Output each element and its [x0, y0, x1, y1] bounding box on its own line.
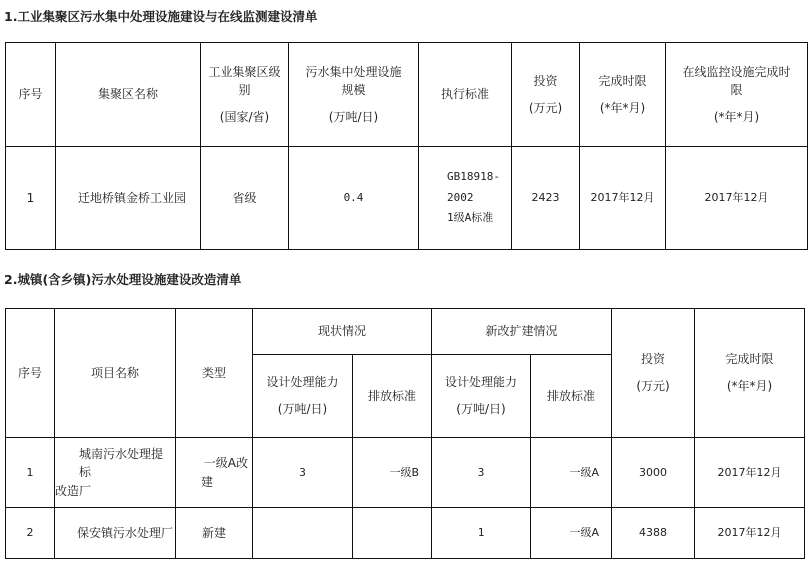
header-current-capacity	[253, 355, 353, 438]
header-current-status: 现状情况	[253, 309, 432, 355]
header-deadline-line1: 完成时限	[598, 73, 647, 88]
cell-standard-line2: 2002	[447, 190, 474, 204]
header-invest-line1: 投资	[641, 352, 666, 367]
cell-current-discharge	[353, 508, 432, 559]
header-online-monitor	[666, 43, 808, 147]
cell-standard	[419, 147, 512, 250]
cell-deadline: 2017年12月	[695, 508, 805, 559]
header-facility-scale	[289, 43, 419, 147]
cell-type: 新建	[176, 508, 253, 559]
cell-investment: 3000	[612, 438, 695, 508]
header-level-line3: (国家/省)	[219, 109, 270, 124]
header-new-discharge: 排放标准	[531, 355, 612, 438]
cell-deadline: 2017年12月	[580, 147, 666, 250]
header-deadline-line1: 完成时限	[725, 352, 774, 367]
cell-standard-line3: 1级A标准	[447, 211, 494, 225]
header-deadline-line2: (*年*月)	[726, 379, 773, 393]
header-level-line1: 工业集聚区级	[208, 64, 281, 79]
header-seq: 序号	[6, 309, 55, 438]
industrial-cluster-table	[5, 42, 808, 250]
cell-seq: 1	[6, 438, 55, 508]
header-online-line3: (*年*月)	[713, 109, 760, 124]
cell-new-discharge: 一级A	[531, 508, 612, 559]
header-expansion-status: 新改扩建情况	[432, 309, 612, 355]
cell-new-discharge: 一级A	[531, 438, 612, 508]
section-1-title: 1.工业集聚区污水集中处理设施建设与在线监测建设清单	[4, 9, 318, 24]
cell-project-name-line2: 改造厂	[55, 483, 92, 498]
cell-online-deadline: 2017年12月	[666, 147, 808, 250]
header-level-line2: 别	[238, 83, 251, 98]
cell-facility-scale: 0.4	[289, 147, 419, 250]
cell-current-discharge: 一级B	[353, 438, 432, 508]
cell-type	[176, 438, 253, 508]
cell-investment: 4388	[612, 508, 695, 559]
header-deadline	[580, 43, 666, 147]
cell-current-capacity: 3	[253, 438, 353, 508]
cell-seq: 2	[6, 508, 55, 559]
cell-new-capacity: 1	[432, 508, 531, 559]
header-standard: 执行标准	[419, 43, 512, 147]
header-new-capacity-line1: 设计处理能力	[445, 375, 518, 390]
header-cluster-level	[201, 43, 289, 147]
table-row	[6, 438, 805, 508]
cell-seq: 1	[6, 147, 56, 250]
header-invest-line1: 投资	[533, 73, 558, 88]
header-cur-capacity-line1: 设计处理能力	[266, 375, 339, 390]
header-invest-line2: (万元)	[636, 379, 670, 393]
header-investment	[612, 309, 695, 438]
header-cluster-name: 集聚区名称	[56, 43, 201, 147]
header-scale-line1: 污水集中处理设施	[305, 64, 402, 79]
town-sewage-table	[5, 308, 805, 559]
cell-new-capacity: 3	[432, 438, 531, 508]
cell-type-line2: 建	[201, 474, 214, 489]
cell-current-capacity	[253, 508, 353, 559]
cell-project-name-line1: 城南污水处理提标	[79, 446, 164, 480]
header-online-line2: 限	[730, 83, 743, 98]
cell-cluster-name-text: 迁地桥镇金桥工业园	[78, 190, 187, 205]
header-online-line1: 在线监控设施完成时	[682, 64, 791, 79]
header-current-discharge: 排放标准	[353, 355, 432, 438]
cell-cluster-level: 省级	[201, 147, 289, 250]
header-scale-line2: 规模	[341, 83, 366, 98]
header-deadline	[695, 309, 805, 438]
cell-cluster-name	[56, 147, 201, 250]
header-cur-capacity-line2: (万吨/日)	[277, 402, 328, 416]
table-row	[6, 508, 805, 559]
header-type: 类型	[176, 309, 253, 438]
table-row	[6, 147, 808, 250]
header-investment	[512, 43, 580, 147]
cell-deadline: 2017年12月	[695, 438, 805, 508]
header-seq: 序号	[6, 43, 56, 147]
header-scale-line3: (万吨/日)	[328, 109, 379, 124]
header-invest-line2: (万元)	[528, 100, 563, 115]
cell-project-name: 保安镇污水处理厂	[55, 508, 176, 559]
header-new-capacity	[432, 355, 531, 438]
cell-project-name	[55, 438, 176, 508]
header-deadline-line2: (*年*月)	[599, 100, 646, 115]
cell-type-line1: 一级A改	[203, 455, 248, 470]
cell-standard-line1: GB18918-	[447, 169, 500, 183]
section-2-title: 2.城镇(含乡镇)污水处理设施建设改造清单	[4, 272, 242, 287]
cell-investment: 2423	[512, 147, 580, 250]
header-project-name: 项目名称	[55, 309, 176, 438]
header-new-capacity-line2: (万吨/日)	[456, 402, 506, 416]
